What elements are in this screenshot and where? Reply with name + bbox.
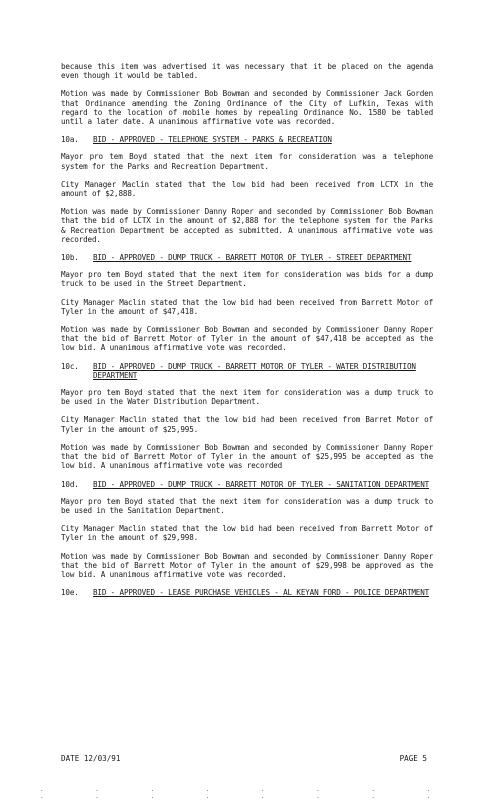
item-10a-heading	[61, 135, 433, 144]
item-10c-motion: Motion was made by Commissioner Bob Bowman and seconded by Commissioner Danny Roper that the bid of Barrett Motor of Tyler in the amount of $25,995 be accepted as the low bid. A unanimous affirmative vote was recorded	[61, 442, 433, 471]
item-10c-paragraph-1: Mayor pro tem Boyd stated that the next item for consideration was a dump truck to be used in the Water Distribution Department.	[61, 388, 433, 407]
scan-specks: . . . . . . . . . . . . . . . .	[40, 786, 455, 800]
item-10c-heading	[61, 362, 433, 380]
item-10a-paragraph-2: City Manager Maclin stated that the low bid had been received from LCTX in the amount of $2,888.	[61, 179, 433, 199]
page-footer	[61, 754, 427, 763]
item-10d-paragraph-1: Mayor pro tem Boyd stated that the next item for consideration was a dump truck to be used in the Sanitation Department.	[61, 496, 433, 515]
item-10b-heading	[61, 253, 433, 262]
intro-motion-paragraph: Motion was made by Commissioner Bob Bowman and seconded by Commissioner Jack Gorden that Ordinance amending the Zoning Ordinance of the City of Lufkin, Texas with regard to the location of mobile homes by repealing Ordinance No. 1580 be tabled until a later date. A unanimous affirmative vote was recorded.	[61, 89, 433, 127]
item-10a-paragraph-1: Mayor pro tem Boyd stated that the next item for consideration was a telephone system for the Parks and Recreation Department.	[61, 152, 433, 171]
footer-page-number: PAGE 5	[399, 754, 427, 763]
item-10e-heading	[61, 588, 433, 597]
item-title: BID - APPROVED - LEASE PURCHASE VEHICLES - AL KEYAN FORD - POLICE DEPARTMENT	[93, 588, 430, 598]
item-10c-paragraph-2: City Manager Maclin stated that the low bid had been received from Barret Motor of Tyler in the amount of $25,995.	[61, 415, 433, 434]
item-number: 10e.	[61, 588, 79, 598]
minutes-page	[61, 62, 433, 605]
item-10d-heading	[61, 480, 433, 489]
item-number: 10b.	[61, 253, 79, 263]
item-title: BID - APPROVED - DUMP TRUCK - BARRETT MOTOR OF TYLER - SANITATION DEPARTMENT	[93, 479, 430, 489]
item-number: 10c.	[61, 361, 79, 371]
item-10d-paragraph-2: City Manager Maclin stated that the low bid had been received from Barrett Motor of Tyler in the amount of $29,998.	[61, 524, 433, 543]
item-10d-motion: Motion was made by Commissioner Bob Bowman and seconded by Commissioner Danny Roper that the bid of Barrett Motor of Tyler in the amount of $29,998 be approved as the low bid. A unanimous affirmative vote was recorded.	[61, 551, 433, 579]
item-number: 10d.	[61, 479, 79, 489]
item-10b-paragraph-2: City Manager Maclin stated that the low bid had been received from Barrett Motor of Tyler in the amount of $47,418.	[61, 297, 433, 316]
item-number: 10a.	[61, 135, 79, 145]
item-title: BID - APPROVED - DUMP TRUCK - BARRETT MOTOR OF TYLER - STREET DEPARTMENT	[93, 253, 412, 263]
item-title: BID - APPROVED - DUMP TRUCK - BARRETT MOTOR OF TYLER - WATER DISTRIBUTION DEPARTMENT	[93, 361, 416, 380]
intro-paragraph-1: because this item was advertised it was necessary that it be placed on the agenda even though it would be tabled.	[61, 62, 433, 81]
item-10b-motion: Motion was made by Commissioner Bob Bowman and seconded by Commissioner Danny Roper that the bid of Barrett Motor of Tyler in the amount of $47,418 be accepted as the low bid. A unanimous affirmative vote was recorded.	[61, 325, 433, 353]
item-10b-paragraph-1: Mayor pro tem Boyd stated that the next item for consideration was bids for a dump truck to be used in the Street Department.	[61, 270, 433, 289]
item-title: BID - APPROVED - TELEPHONE SYSTEM - PARKS & RECREATION	[93, 135, 332, 145]
item-10a-motion: Motion was made by Commissioner Danny Roper and seconded by Commissioner Bob Bowman that the bid of LCTX in the amount of $2,888 for the telephone system for the Parks & Recreation Department be accepted as submitted. A unanimous affirmative vote was recorded.	[61, 207, 433, 244]
footer-date: DATE 12/03/91	[61, 754, 121, 763]
